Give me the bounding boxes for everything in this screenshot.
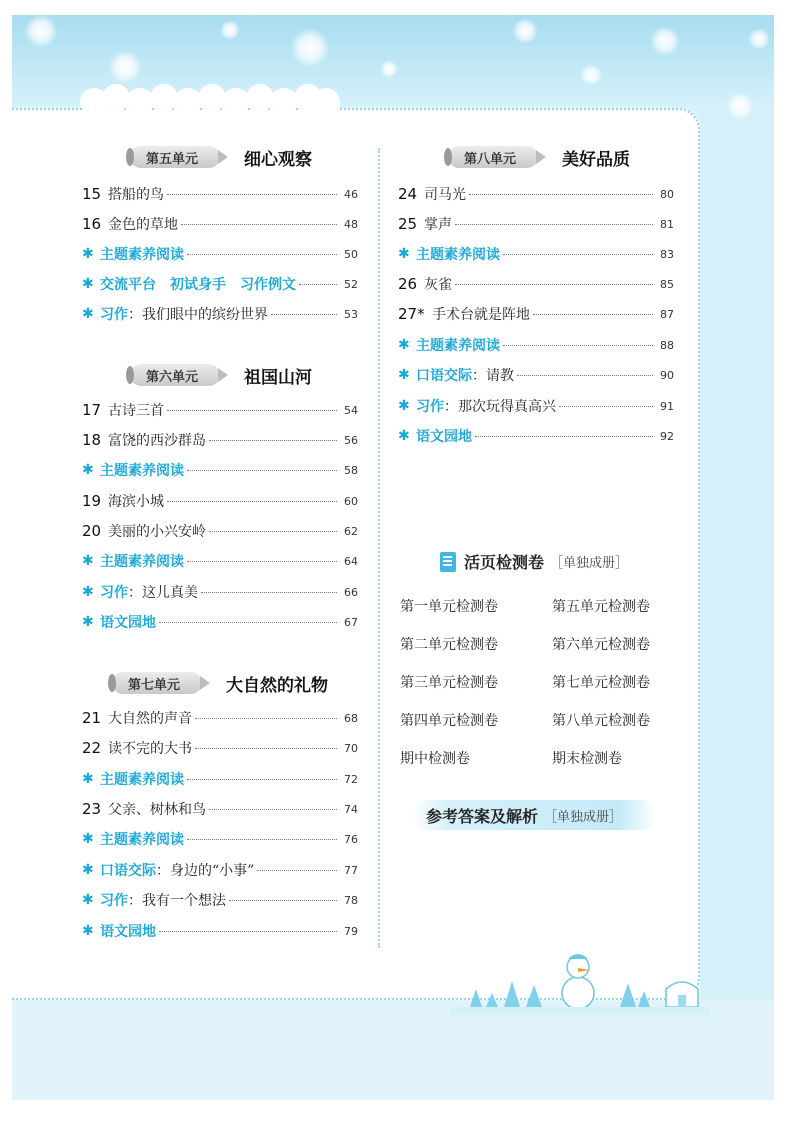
unit-title: 美好品质 xyxy=(562,149,631,170)
footer-background xyxy=(12,1000,774,1100)
toc-entry[interactable]: ✱ 主题素养阅读 76 xyxy=(82,831,358,848)
toc-entry[interactable]: 16 金色的草地 48 xyxy=(82,215,358,233)
snowflake-icon xyxy=(108,50,142,84)
toc-entry[interactable]: ✱ 主题素养阅读 64 xyxy=(82,553,358,570)
test-paper-item[interactable]: 第二单元检测卷 xyxy=(400,637,498,653)
star-icon: ✱ xyxy=(82,584,94,600)
answer-key-title: 参考答案及解析 xyxy=(426,806,539,826)
toc-entry[interactable]: 21 大自然的声音 68 xyxy=(82,709,358,727)
toc-entry[interactable]: ✱ 主题素养阅读 50 xyxy=(82,246,358,263)
toc-entry[interactable]: 25 掌声 81 xyxy=(398,215,674,233)
toc-entry[interactable]: 17 古诗三首 54 xyxy=(82,401,358,419)
test-paper-item[interactable]: 期末检测卷 xyxy=(552,751,622,767)
unit-header xyxy=(112,668,328,698)
unit-header xyxy=(130,142,312,172)
toc-entry[interactable]: ✱ 习作 ： 这儿真美 66 xyxy=(82,584,358,601)
column-divider xyxy=(378,148,380,948)
snowflake-icon xyxy=(580,64,602,86)
snowflake-icon xyxy=(726,92,754,120)
live-tests-header xyxy=(440,550,628,573)
star-icon: ✱ xyxy=(82,246,94,262)
toc-entry[interactable]: 18 富饶的西沙群岛 56 xyxy=(82,431,358,449)
live-tests-title: 活页检测卷 xyxy=(464,553,545,572)
toc-entry[interactable]: 20 美丽的小兴安岭 62 xyxy=(82,522,358,540)
star-icon: ✱ xyxy=(82,892,94,908)
unit-title: 细心观察 xyxy=(244,149,313,170)
toc-entry[interactable]: ✱ 口语交际 ： 请教 90 xyxy=(398,367,674,384)
test-paper-item[interactable]: 第八单元检测卷 xyxy=(552,713,650,729)
toc-entry[interactable]: ✱ 主题素养阅读 58 xyxy=(82,462,358,479)
star-icon: ✱ xyxy=(82,862,94,878)
star-icon: ✱ xyxy=(82,306,94,322)
snowflake-icon xyxy=(24,14,58,48)
right-margin-background xyxy=(700,100,774,1020)
star-icon: ✱ xyxy=(82,614,94,630)
test-paper-item[interactable]: 第一单元检测卷 xyxy=(400,599,498,615)
test-paper-item[interactable]: 第三单元检测卷 xyxy=(400,675,498,691)
snowflake-icon xyxy=(380,60,398,78)
book-icon xyxy=(440,552,456,572)
toc-entry[interactable]: ✱ 主题素养阅读 88 xyxy=(398,337,674,354)
star-icon: ✱ xyxy=(398,398,410,414)
toc-entry[interactable]: 24 司马光 80 xyxy=(398,185,674,203)
test-paper-item[interactable]: 第六单元检测卷 xyxy=(552,637,650,653)
star-icon: ✱ xyxy=(398,337,410,353)
unit-label: 第五单元 xyxy=(130,146,220,168)
unit-header xyxy=(448,142,630,172)
test-paper-item[interactable]: 第四单元检测卷 xyxy=(400,713,498,729)
toc-entry[interactable]: 15 搭船的鸟 46 xyxy=(82,185,358,203)
test-paper-item[interactable]: 第五单元检测卷 xyxy=(552,599,650,615)
test-paper-item[interactable]: 期中检测卷 xyxy=(400,751,470,767)
snowflake-icon xyxy=(512,18,538,44)
star-icon: ✱ xyxy=(82,276,94,292)
toc-entry[interactable]: ✱ 主题素养阅读 83 xyxy=(398,246,674,263)
snowflake-icon xyxy=(748,28,770,50)
live-tests-note: ［单独成册］ xyxy=(550,556,629,571)
snowflake-icon xyxy=(650,26,680,56)
star-icon: ✱ xyxy=(398,428,410,444)
star-icon: ✱ xyxy=(82,831,94,847)
toc-entry[interactable]: 27* 手术台就是阵地 87 xyxy=(398,305,674,323)
answer-key-note: ［单独成册］ xyxy=(544,809,623,825)
toc-entry[interactable]: ✱ 主题素养阅读 72 xyxy=(82,771,358,788)
star-icon: ✱ xyxy=(398,246,410,262)
toc-entry[interactable]: 23 父亲、树林和鸟 74 xyxy=(82,800,358,818)
unit-label: 第八单元 xyxy=(448,146,538,168)
unit-title: 祖国山河 xyxy=(244,367,313,388)
unit-title: 大自然的礼物 xyxy=(226,675,329,696)
star-icon: ✱ xyxy=(82,771,94,787)
toc-entry[interactable]: 22 读不完的大书 70 xyxy=(82,739,358,757)
test-paper-item[interactable]: 第七单元检测卷 xyxy=(552,675,650,691)
snowflake-icon xyxy=(290,28,330,68)
snowman-scene-illustration xyxy=(450,945,710,1015)
star-icon: ✱ xyxy=(398,367,410,383)
toc-entry[interactable]: ✱ 交流平台 初试身手 习作例文 52 xyxy=(82,276,358,293)
toc-entry[interactable]: ✱ 习作 ： 那次玩得真高兴 91 xyxy=(398,398,674,415)
star-icon: ✱ xyxy=(82,923,94,939)
toc-entry[interactable]: ✱ 语文园地 79 xyxy=(82,923,358,940)
unit-header xyxy=(130,360,312,390)
toc-entry[interactable]: ✱ 习作 ： 我们眼中的缤纷世界 53 xyxy=(82,306,358,323)
answer-key-banner[interactable] xyxy=(412,800,656,830)
toc-entry[interactable]: ✱ 习作 ： 我有一个想法 78 xyxy=(82,892,358,909)
star-icon: ✱ xyxy=(82,462,94,478)
unit-label: 第七单元 xyxy=(112,672,202,694)
toc-entry[interactable]: 19 海滨小城 60 xyxy=(82,492,358,510)
toc-entry[interactable]: ✱ 口语交际 ： 身边的“小事” 77 xyxy=(82,862,358,879)
snowflake-icon xyxy=(220,20,240,40)
star-icon: ✱ xyxy=(82,553,94,569)
unit-label: 第六单元 xyxy=(130,364,220,386)
cloud-decoration xyxy=(80,88,340,118)
toc-entry[interactable]: ✱ 语文园地 67 xyxy=(82,614,358,631)
toc-entry[interactable]: ✱ 语文园地 92 xyxy=(398,428,674,445)
toc-entry[interactable]: 26 灰雀 85 xyxy=(398,275,674,293)
